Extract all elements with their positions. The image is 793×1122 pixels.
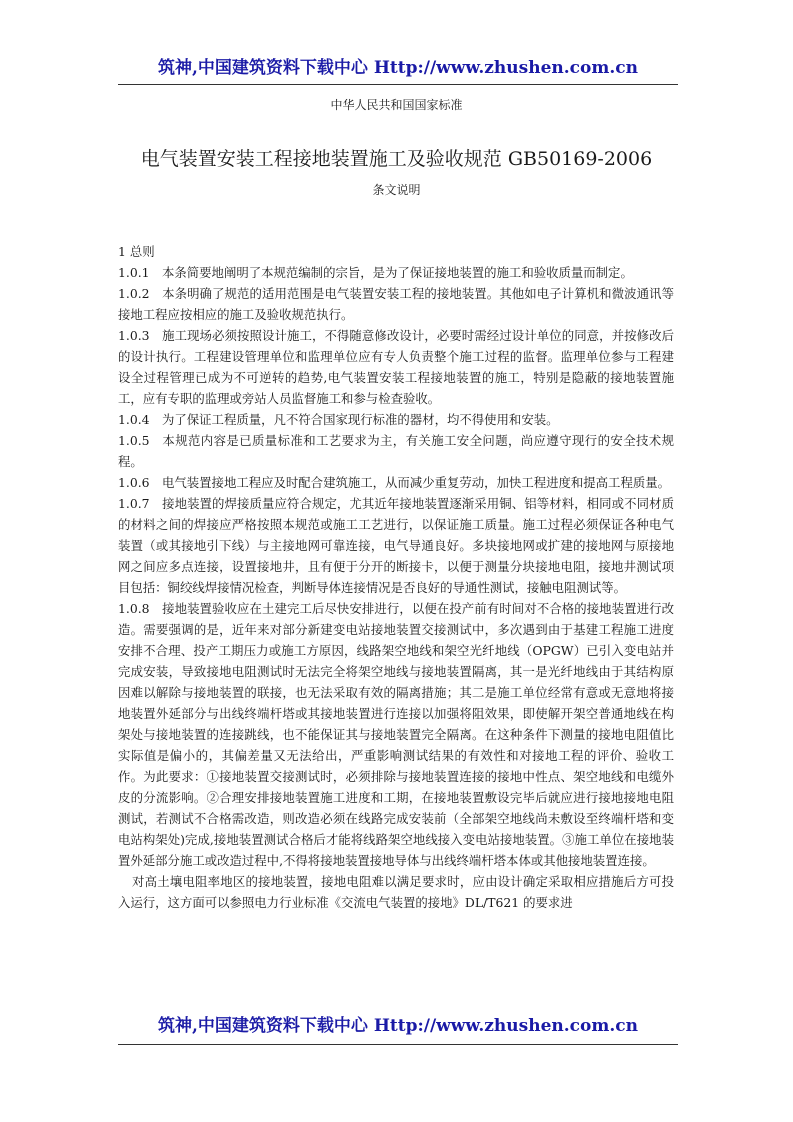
continuation-paragraph: 对高土壤电阻率地区的接地装置，接地电阻难以满足要求时，应由设计确定采取相应措施后方可投入运行，这方面可以参照电力行业标准《交流电气装置的接地》DL/T621 的要求进: [118, 874, 674, 910]
clause-text: 接地装置的焊接质量应符合规定，尤其近年接地装置逐渐采用铜、铝等材料，相同或不同材质的材料之间的焊接应严格按照本规范或施工工艺进行，以保证施工质量。施工过程必须保证各种电气装置（或其接地引下线）与主接地网可靠连接，电气导通良好。多块接地网或扩建的接地网与原接地网之间应多点连接，设置接地井，且有便于分开的断接卡，以便于测量分块接地电阻，接地井测试项目包括：铜绞线焊接情况检查，判断导体连接情况是否良好的导通性测试，接触电阻测试等。: [118, 496, 674, 595]
clause-1-0-6: [118, 472, 674, 493]
clause-number: 1.0.7: [118, 496, 150, 511]
clause-number: 1.0.3: [118, 328, 150, 343]
clause-text: 本条简要地阐明了本规范编制的宗旨，是为了保证接地装置的施工和验收质量而制定。: [162, 265, 633, 280]
clause-text: 电气装置接地工程应及时配合建筑施工，从而减少重复劳动，加快工程进度和提高工程质量。: [162, 475, 671, 490]
document-body: [118, 241, 674, 913]
clause-1-0-4: [118, 409, 674, 430]
clause-text: 为了保证工程质量，凡不符合国家现行标准的器材，均不得使用和安装。: [162, 412, 559, 427]
clause-1-0-1: [118, 262, 674, 283]
clause-text: 本条明确了规范的适用范围是电气装置安装工程的接地装置。其他如电子计算机和微波通讯等接地工程应按相应的施工及验收规范执行。: [118, 286, 674, 322]
site-banner-bottom: 筑神,中国建筑资料下载中心 Http://www.zhushen.com.cn: [157, 1016, 638, 1036]
clause-text: 本规范内容是已质量标准和工艺要求为主，有关施工安全问题，尚应遵守现行的安全技术规程。: [118, 433, 674, 469]
clause-1-0-7: [118, 493, 674, 598]
clause-number: 1.0.4: [118, 412, 150, 427]
clause-number: 1.0.1: [118, 265, 150, 280]
clause-number: 1.0.6: [118, 475, 150, 490]
clause-1-0-2: [118, 283, 674, 325]
document-title: 电气装置安装工程接地装置施工及验收规范 GB50169-2006: [140, 148, 653, 170]
clause-1-0-5: [118, 430, 674, 472]
clause-number: 1.0.2: [118, 286, 150, 301]
clause-text: 接地装置验收应在土建完工后尽快安排进行，以便在投产前有时间对不合格的接地装置进行改造。需要强调的是，近年来对部分新建变电站接地装置交接测试中，多次遇到由于基建工程施工进度安排不合理、投产工期压力或施工方原因，线路架空地线和架空光纤地线（OPGW）已引入变电站并完成安装，导致接地电阻测试时无法完全将架空地线与接地装置隔离，其一是光纤地线由于其结构原因难以解除与接地装置的联接，也无法采取有效的隔离措施；其二是施工单位经常有意或无意地将接地装置外延部分与出线终端杆塔或其接地装置进行连接以加强将阻效果，即使解开架空普通地线在构架处与接地装置的连接跳线，也不能保证其与接地装置完全隔离。在这种条件下测量的接地电阻值比实际值是偏小的，其偏差量又无法给出，严重影响测试结果的有效性和对接地工程的评价、验收工作。为此要求：①接地装置交接测试时，必须排除与接地装置连接的接地中性点、架空地线和电缆外皮的分流影响。②合理安排接地装置施工进度和工期，在接地装置敷设完毕后就应进行接地接地电阻测试，若测试不合格需改造，则改造必须在线路完成安装前（全部架空地线尚未敷设至终端杆塔和变电站构架处)完成,接地装置测试合格后才能将线路架空地线接入变电站接地装置。③施工单位在接地装置外延部分施工或改造过程中,不得将接地装置接地导体与出线终端杆塔本体或其他接地装置连接。: [118, 601, 674, 868]
footer-divider: [118, 1044, 678, 1045]
clause-number: 1.0.5: [118, 433, 150, 448]
page-footer: [118, 1014, 678, 1042]
site-banner-top: 筑神,中国建筑资料下载中心 Http://www.zhushen.com.cn: [118, 56, 678, 85]
clause-text: 施工现场必须按照设计施工，不得随意修改设计，必要时需经过设计单位的同意，并按修改后的设计执行。工程建设管理单位和监理单位应有专人负责整个施工过程的监督。监理单位参与工程建设全过程管理已成为不可逆转的趋势,电气装置安装工程接地装置的施工，特别是隐蔽的接地装置施工，应有专职的监理或旁站人员监督施工和参与检查验收。: [118, 328, 674, 406]
section-heading: 1 总则: [118, 244, 155, 259]
clause-1-0-3: [118, 325, 674, 409]
issuing-body: 中华人民共和国国家标准: [330, 98, 463, 112]
clause-1-0-8: [118, 598, 674, 871]
page-header: [118, 56, 678, 85]
clause-number: 1.0.8: [118, 601, 150, 616]
document-subtitle: 条文说明: [372, 183, 421, 197]
